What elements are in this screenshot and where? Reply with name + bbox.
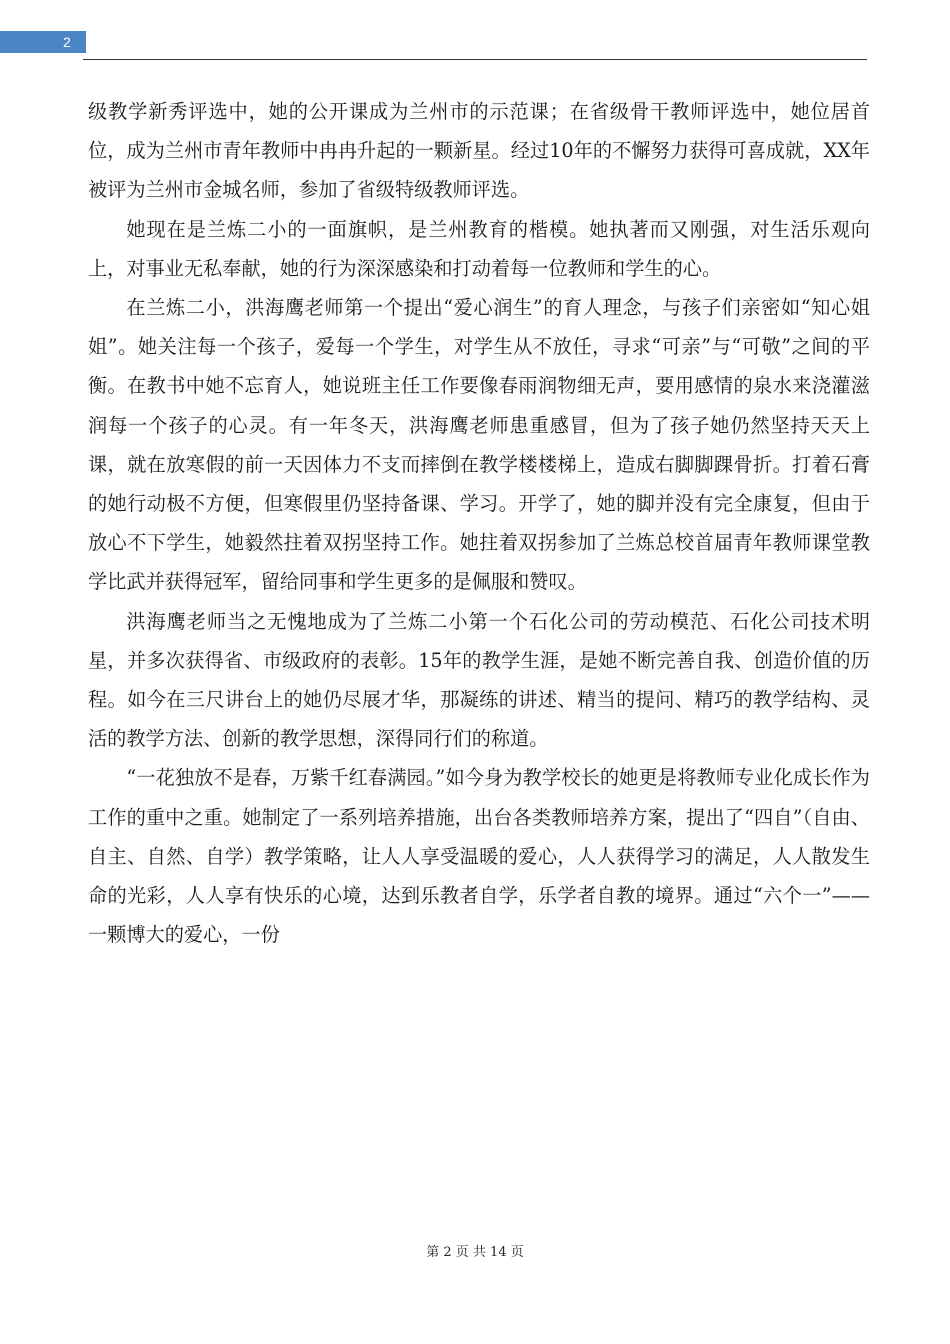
paragraph: 她现在是兰炼二小的一面旗帜，是兰州教育的楷模。她执著而又刚强，对生活乐观向上，对事业无私奉献，她的行为深深感染和打动着每一位教师和学生的心。 (88, 217, 870, 280)
paragraph-continuation: 级教学新秀评选中，她的公开课成为兰州市的示范课；在省级骨干教师评选中，她位居首位，成为兰州市青年教师中冉冉升起的一颗新星。经过10年的不懈努力获得可喜成就，XX年被评为兰州市金城名师，参加了省级特级教师评选。 (88, 100, 870, 202)
page-number-badge (0, 31, 86, 53)
page-footer (0, 1241, 950, 1260)
page-number: 2 (63, 34, 71, 50)
paragraph: “一花独放不是春，万紫千红春满园。”如今身为教学校长的她更是将教师专业化成长作为工作的重中之重。她制定了一系列培养措施，出台各类教师培养方案，提出了“四自”（自由、自主、自然、自学）教学策略，让人人享受温暖的爱心，人人获得学习的满足，人人散发生命的光彩，人人享有快乐的心境，达到乐教者自学，乐学者自教的境界。通过“六个一”——一颗博大的爱心，一份 (88, 766, 870, 947)
document-body (88, 92, 870, 954)
footer-page-count: 第 2 页 共 14 页 (426, 1245, 524, 1260)
paragraph: 洪海鹰老师当之无愧地成为了兰炼二小第一个石化公司的劳动模范、石化公司技术明星，并多次获得省、市级政府的表彰。15年的教学生涯，是她不断完善自我、创造价值的历程。如今在三尺讲台上的她仍尽展才华，那凝练的讲述、精当的提问、精巧的教学结构、灵活的教学方法、创新的教学思想，深得同行们的称道。 (88, 609, 870, 751)
paragraph: 在兰炼二小，洪海鹰老师第一个提出“爱心润生”的育人理念，与孩子们亲密如“知心姐姐”。她关注每一个孩子，爱每一个学生，对学生从不放任，寻求“可亲”与“可敬”之间的平衡。在教书中她不忘育人，她说班主任工作要像春雨润物细无声，要用感情的泉水来浇灌滋润每一个孩子的心灵。有一年冬天，洪海鹰老师患重感冒，但为了孩子她仍然坚持天天上课，就在放寒假的前一天因体力不支而摔倒在教学楼楼梯上，造成右脚脚踝骨折。打着石膏的她行动极不方便，但寒假里仍坚持备课、学习。开学了，她的脚并没有完全康复，但由于放心不下学生，她毅然拄着双拐坚持工作。她拄着双拐参加了兰炼总校首届青年教师课堂教学比武并获得冠军，留给同事和学生更多的是佩服和赞叹。 (88, 296, 870, 594)
header-divider (83, 59, 867, 60)
